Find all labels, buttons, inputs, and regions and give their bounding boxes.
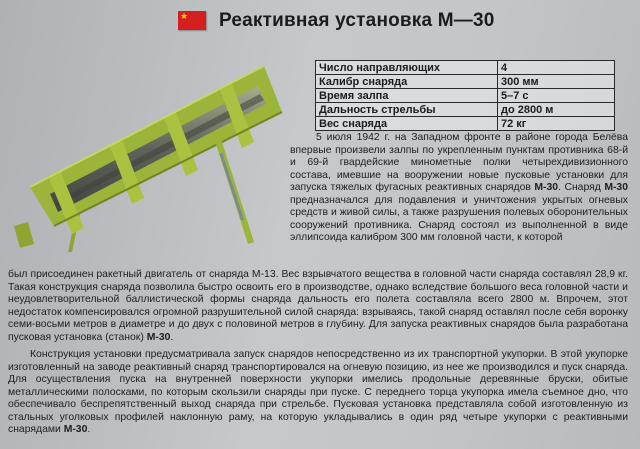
spec-row [316,103,615,117]
spec-value: 72 кг [498,117,615,131]
spec-row [316,75,615,89]
page-title: Реактивная установка М—30 [219,10,495,31]
launcher-base [14,222,34,248]
spec-row [316,89,615,103]
spec-value: 4 [498,61,615,75]
spec-row [316,117,615,131]
spec-value: 5–7 с [498,89,615,103]
paragraph-projectile: был присоединен ракетный двигатель от снаряда М-13. Вес взрывчатого вещества в головной части снаряда составлял 28,9 кг. Такая конструкция снаряда позволила быстро освоить его в производстве, однако вследствие большого веса головной части и неудовлетворительной баллистической формы снаряда дальность его полета составляла всего 2800 м. Впрочем, этот недостаток компенсировался огромной разрушительной силой снаряда: взрываясь, такой снаряд оставлял после себя воронку семи-восьми метров в диаметре и до двух с половиной метров в глубину. Для запуска реактивных снарядов была разработана пусковая установка (станок) М-30. [8,269,628,343]
m30-launcher-illustration [14,56,314,296]
spec-label: Калибр снаряда [316,75,498,89]
spec-value: 300 мм [498,75,615,89]
elevation-screw [220,153,244,221]
spec-value: до 2800 м [498,103,615,117]
star-icon: ★ [180,11,189,21]
spec-label: Время залпа [316,89,498,103]
specs-table [315,60,615,131]
spec-row [316,61,615,75]
paragraph-intro: 5 июля 1942 г. на Западном фронте в районе города Белёва впервые произвели залпы по укрепленным пунктам противника 68-й и 69-й гвардейские минометные полки четырехдивизионного состава, имевшие на вооружении новые пусковые установки для запуска тяжелых фугасных реактивных снарядов М-30. Снаряд М-30 предназначался для подавления и уничтожения укрытых огневых средств и живой силы, а также разрушения полевых оборонительных сооружений противника. Снаряд состоял из выполненной в виде эллипсоида калибром 300 мм головной части, к которой [290,132,628,244]
spec-label: Вес снаряда [316,117,498,131]
soviet-flag-icon [178,11,206,30]
spec-label: Число направляющих [316,61,498,75]
spec-label: Дальность стрельбы [316,103,498,117]
paragraph-construction: Конструкция установки предусматривала запуск снарядов непосредственно из их транспортной укупорки. В этой укупорке изготовленный на заводе реактивный снаряд транспортировался на огневую позицию, из нее же производился и пуск снаряда. Для осуществления пуска на внутренней поверхности укупорки имелись продольные деревянные бруски, обитые металлическими полосками, по которым скользили снаряды при пуске. С переднего торца укупорка имела съемное дно, что обеспечивало беспрепятственный выход снаряда при стрельбе. Пусковая установка представляла собой изготовленную из стальных уголковых профилей наклонную раму, на которую укладывались в один ряд четыре укупорки с реактивными снарядами М-30. [8,349,628,436]
